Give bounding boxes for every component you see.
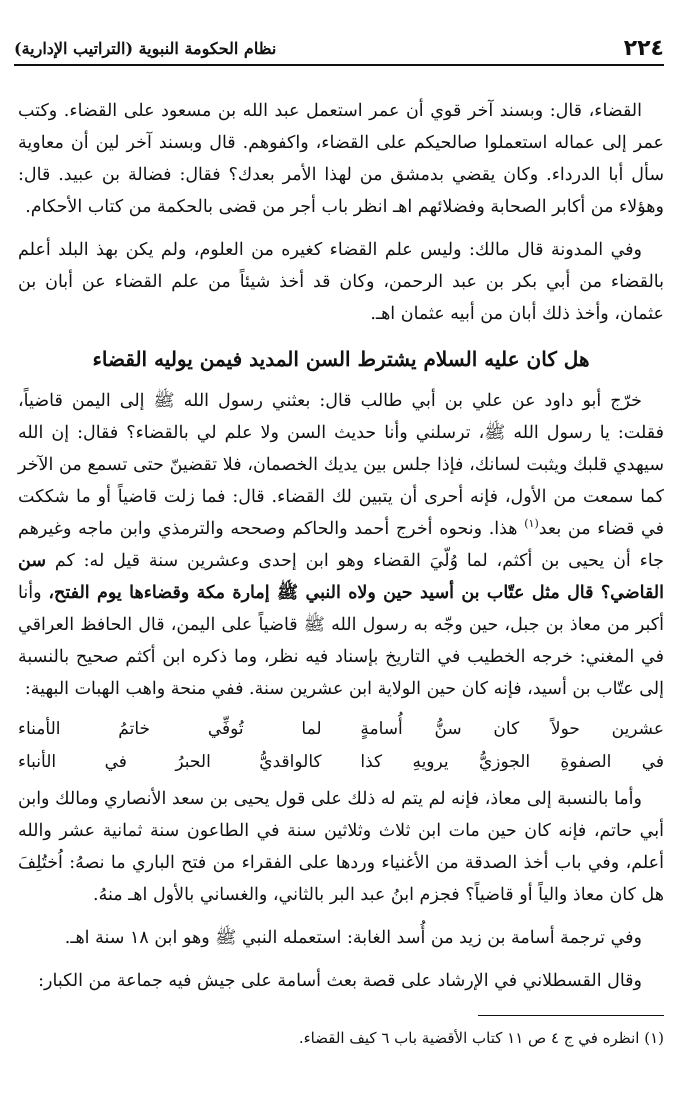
- book-title: نظام الحكومة النبوية (التراتيب الإدارية): [14, 39, 277, 58]
- paragraph-2: وفي المدونة قال مالك: وليس علم القضاء كغيره من العلوم، ولم يكن بهذ البلد أعلم بالقضاء من أبي بكر بن عبد الرحمن، وكان قد أخذ شيئاً من علم القضاء عن أبان بن عثمان، وأخذ ذلك أبان من أبيه عثمان اهـ.: [18, 240, 664, 324]
- running-header: [14, 30, 664, 66]
- body-text: [18, 95, 664, 997]
- poem-first-hemistich: عشرين حولاً كان سنُّ أُسامةٍ: [360, 719, 664, 739]
- paragraph-5: وفي ترجمة أسامة بن زيد من أُسد الغابة: استعمله النبي ﷺ وهو ابن ١٨ سنة اهـ.: [64, 928, 642, 948]
- page-number: ٢٢٤: [623, 36, 664, 61]
- paragraph-3-part-1: خرّج أبو داود عن علي بن أبي طالب قال: بعثني رسول الله ﷺ إلى اليمن قاضياً، فقلت: يا رسول الله ﷺ، ترسلني وأنا حديث السن ولا علم لي بالقضاء؟ فقال: إن الله سيهدي قلبك ويثبت لسانك، فإذا جلس بين يديك الخصمان، فلا تقضينّ حتى تسمع من الآخر كما سمعت من الأول، فإنه أحرى أن يتبين لك القضاء. قال: فما زلت قاضياً أو ما شككت في قضاء من بعد: [18, 391, 664, 539]
- poem: [18, 713, 664, 779]
- poem-second-hemistich: كالواقديُّ الحبرُ في الأنباء: [18, 752, 322, 772]
- poem-line: [18, 713, 664, 746]
- paragraph-4: وأما بالنسبة إلى معاذ، فإنه لم يتم له ذلك على قول يحيى بن سعد الأنصاري ومالك وابن أبي حاتم، فإنه كان حين مات ابن ثلاث وثلاثين سنة في الطاعون سنة ثمانية عشر والله أعلم، وفي باب أخذ الصدقة من الأغنياء وردها على الفقراء من فتح الباري ما نصهُ: اُختُلِفَ هل كان معاذ والياً أو قاضياً؟ فجزم ابنُ عبد البر بالثاني، والغساني بالأول اهـ منهُ.: [18, 789, 664, 905]
- poem-first-hemistich: في الصفوةِ الجوزيُّ يرويهِ كذا: [360, 752, 664, 772]
- poem-line: [18, 746, 664, 779]
- footnote: (١) انظره في ج ٤ ص ١١ كتاب الأقضية باب ٦ كيف القضاء.: [298, 1029, 664, 1047]
- paragraph-3-part-2: هذا. ونحوه أخرج أحمد والحاكم وصححه والترمذي وابن ماجه وغيرهم جاء أن يحيى بن أكثم، لما وُلّيَ القضاء وهو ابن إحدى وعشرين سنة قيل له: كم: [18, 519, 664, 571]
- footnote-reference: (١): [524, 517, 539, 531]
- footnote-divider: [478, 1015, 664, 1016]
- paragraph-6: وقال القسطلاني في الإرشاد على قصة بعث أسامة على جيش فيه جماعة من الكبار:: [38, 971, 642, 991]
- poem-second-hemistich: لما تُوفِّي خاتمُ الأمناء: [18, 719, 322, 739]
- paragraph-3-part-3: وأنا أكبر من معاذ بن جبل، حين وجّه به رسول الله ﷺ قاضياً على اليمن، قال الحافظ العراقي في المغني: خرجه الخطيب في التاريخ بإسناد فيه نظر، وما ذكره ابن أكثم صحيح بالنسبة إلى عتّاب بن أسيد، فإنه كان حين الولاية ابن عشرين سنة. ففي منحة واهب الهبات البهية:: [18, 583, 664, 699]
- paragraph-3-bold: سن القاضي؟ قال مثل عتّاب بن أسيد حين ولاه النبي ﷺ إمارة مكة وقضاءها يوم الفتح،: [18, 551, 664, 603]
- paragraph-1: القضاء، قال: وبسند آخر قوي أن عمر استعمل عبد الله بن مسعود على القضاء. وكتب عمر إلى عماله استعملوا صالحيكم على القضاء، واكفوهم. قال وبسند آخر لين أن معاوية سأل أبا الدرداء. وكان يقضي بدمشق من لهذا الأمر بعدك؟ فقال: فضالة بن عبيد. قال: وهؤلاء من أكابر الصحابة وفضلائهم اهـ انظر باب أجر من قضى بالحكمة من كتاب الأحكام.: [18, 101, 664, 217]
- paragraph-3: [18, 385, 664, 705]
- section-heading: هل كان عليه السلام يشترط السن المديد فيمن يوليه القضاء: [92, 347, 590, 371]
